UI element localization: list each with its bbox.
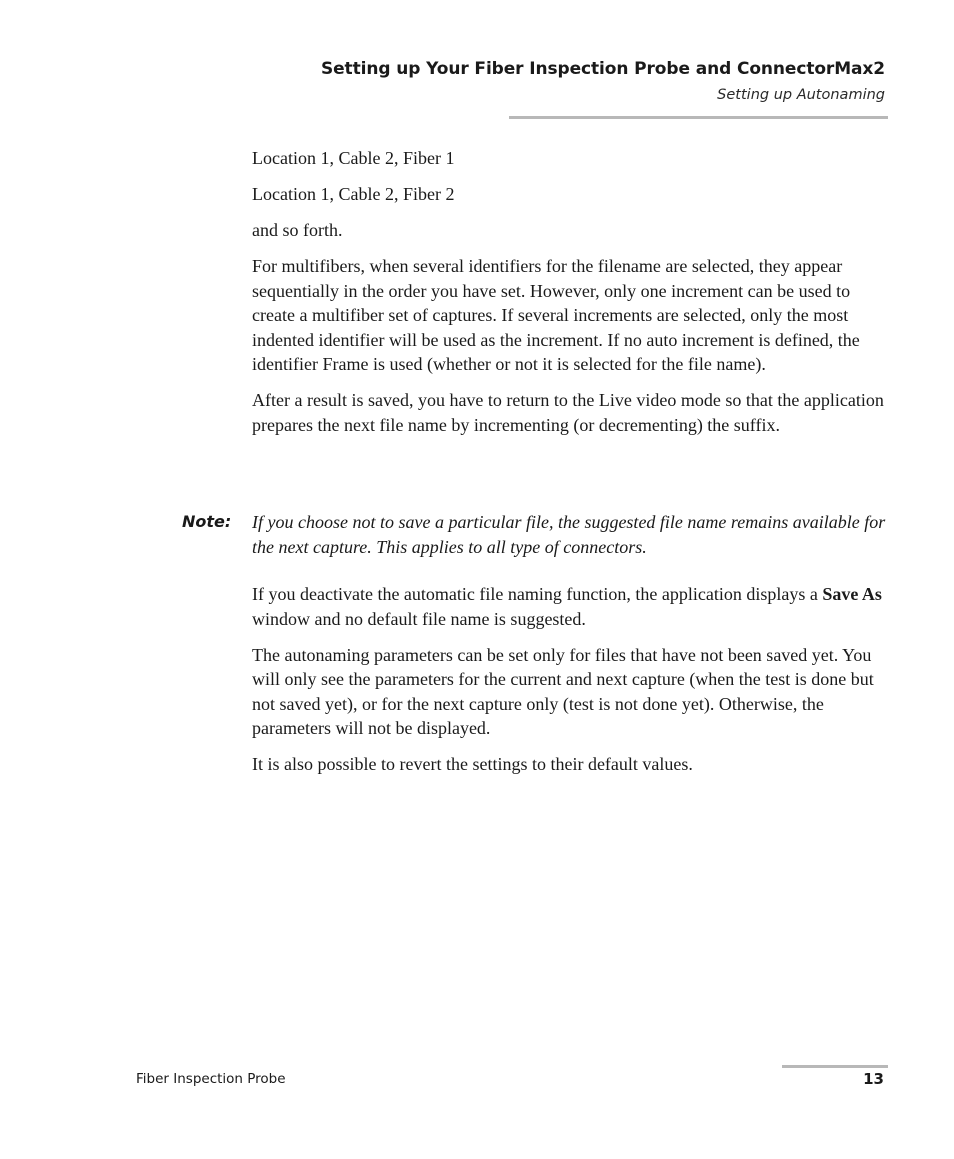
example-line-2: Location 1, Cable 2, Fiber 2 bbox=[252, 184, 455, 204]
save-as-term: Save As bbox=[822, 584, 882, 604]
body-text-2 bbox=[252, 582, 888, 788]
paragraph-after-save: After a result is saved, you have to return to the Live video mode so that the application prepares the next file name by incrementing (or decrementing) the suffix. bbox=[252, 390, 884, 435]
paragraph-multifibers: For multifibers, when several identifiers for the filename are selected, they appear sequentially in the order you have set. However, only one increment can be used to create a multifiber set of captures. If several increments are selected, only the most indented identifier will be used as the increment. If no auto increment is defined, the identifier Frame is used (whether or not it is selected for the file name). bbox=[252, 256, 860, 374]
body-text bbox=[252, 146, 888, 449]
chapter-title: Setting up Your Fiber Inspection Probe and ConnectorMax2 bbox=[320, 59, 885, 79]
paragraph-revert: It is also possible to revert the settings to their default values. bbox=[252, 754, 693, 774]
footer-doc-title: Fiber Inspection Probe bbox=[136, 1071, 286, 1087]
paragraph-deactivate bbox=[252, 582, 888, 631]
page-header bbox=[321, 58, 885, 104]
example-line-1: Location 1, Cable 2, Fiber 1 bbox=[252, 148, 455, 168]
paragraph-parameters: The autonaming parameters can be set only for files that have not been saved yet. You will only see the parameters for the current and next capture (when the test is done but not saved yet), or for the next capture only (test is not done yet). Otherwise, the parameters will not be displayed. bbox=[252, 644, 874, 738]
note-label: Note: bbox=[182, 512, 232, 531]
example-line-3: and so forth. bbox=[252, 220, 343, 240]
footer-rule bbox=[782, 1065, 888, 1068]
paragraph-deactivate-end: window and no default file name is suggested. bbox=[252, 608, 586, 629]
page-number: 13 bbox=[863, 1070, 884, 1088]
note-text: If you choose not to save a particular file, the suggested file name remains available for the next capture. This applies to all type of connectors. bbox=[252, 512, 886, 557]
paragraph-deactivate-start: If you deactivate the automatic file naming function, the application displays a bbox=[252, 584, 823, 604]
header-rule bbox=[509, 116, 888, 119]
section-title: Setting up Autonaming bbox=[717, 87, 885, 103]
